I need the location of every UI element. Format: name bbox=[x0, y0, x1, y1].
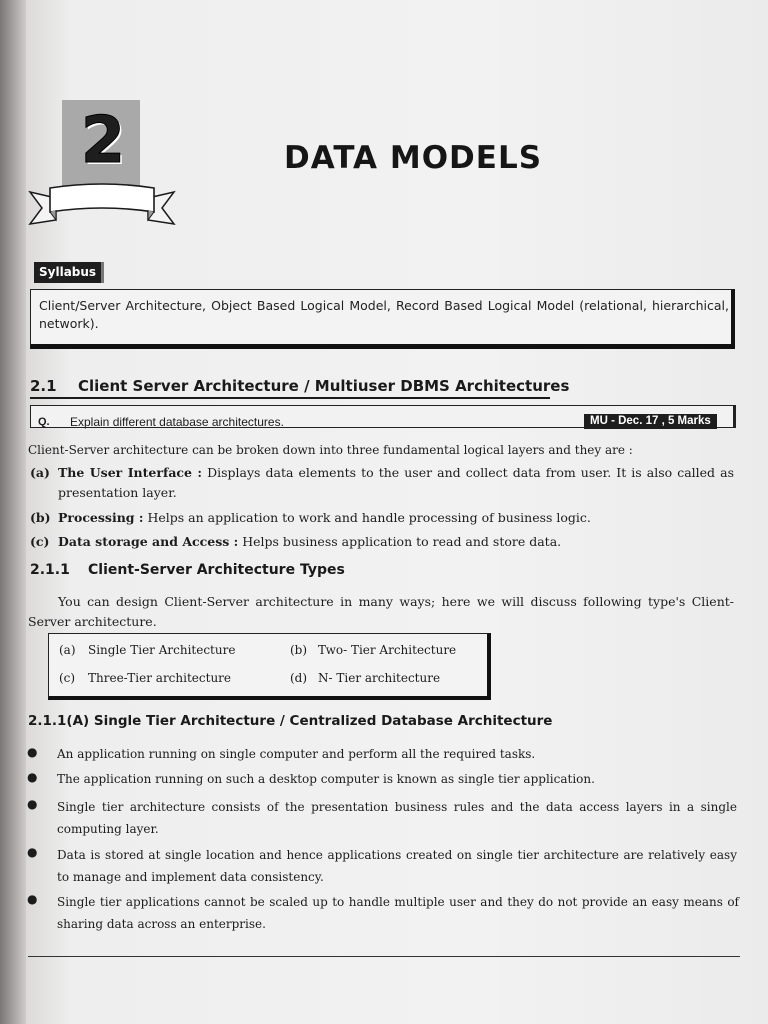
layer-a-term: The User Interface : bbox=[58, 465, 203, 480]
bullet-icon: ● bbox=[27, 745, 38, 759]
bullet-icon: ● bbox=[27, 892, 38, 906]
type-d-marker: (d) bbox=[290, 671, 308, 685]
syllabus-text: Client/Server Architecture, Object Based Logical Model, Record Based Logical Model (relational, hierarchical, network). bbox=[39, 298, 729, 331]
bullet-icon: ● bbox=[27, 845, 38, 859]
types-intro: You can design Client-Server architecture in many ways; here we will discuss following type's Client-Server architecture. bbox=[28, 594, 734, 629]
layer-b-desc: Helps an application to work and handle processing of business logic. bbox=[147, 510, 591, 525]
marks-badge: MU - Dec. 17 , 5 Marks bbox=[584, 414, 717, 429]
type-a-label: Single Tier Architecture bbox=[88, 643, 236, 657]
layer-c-text bbox=[58, 532, 561, 552]
section-2-1-1-number: 2.1.1 bbox=[30, 562, 70, 578]
chapter-title: DATA MODELS bbox=[284, 140, 543, 176]
layer-b-marker: (b) bbox=[30, 510, 51, 525]
bullet-3: Single tier architecture consists of the presentation business rules and the data access layers in a single computing layer. bbox=[57, 800, 737, 836]
layer-c-desc: Helps business application to read and store data. bbox=[242, 534, 562, 549]
layer-b-term: Processing : bbox=[58, 510, 144, 525]
ribbon-banner-icon bbox=[28, 180, 176, 226]
type-c-label: Three-Tier architecture bbox=[88, 671, 232, 685]
section-2-1-number: 2.1 bbox=[30, 377, 57, 395]
syllabus-tag: Syllabus bbox=[34, 262, 104, 283]
type-b-marker: (b) bbox=[290, 643, 308, 657]
section-2-1-1-title: Client-Server Architecture Types bbox=[88, 562, 345, 578]
question-label: Q. bbox=[38, 416, 50, 428]
layer-c-marker: (c) bbox=[30, 534, 50, 549]
chapter-number: 2 bbox=[80, 104, 126, 178]
layer-b-text bbox=[58, 508, 591, 528]
layer-a-text bbox=[58, 463, 734, 503]
footer-rule bbox=[28, 956, 740, 957]
bullet-1: An application running on single computer and perform all the required tasks. bbox=[57, 747, 536, 761]
type-a-marker: (a) bbox=[59, 643, 76, 657]
layer-c-term: Data storage and Access : bbox=[58, 534, 239, 549]
layer-a-marker: (a) bbox=[30, 465, 50, 480]
type-c-marker: (c) bbox=[59, 671, 76, 685]
section-2-1-underline bbox=[30, 397, 550, 399]
bullet-4: Data is stored at single location and hence applications created on single tier architecture are relatively easy to manage and implement data consistency. bbox=[57, 848, 737, 884]
bullet-icon: ● bbox=[27, 797, 38, 811]
section-2-1-title: Client Server Architecture / Multiuser DBMS Architectures bbox=[78, 377, 570, 395]
section-2-1-1a-title: 2.1.1(A) Single Tier Architecture / Centralized Database Architecture bbox=[28, 713, 553, 729]
bullet-2: The application running on such a desktop computer is known as single tier application. bbox=[57, 772, 595, 786]
question-text: Explain different database architectures. bbox=[70, 415, 284, 429]
bullet-icon: ● bbox=[27, 770, 38, 784]
bullet-5: Single tier applications cannot be scaled up to handle multiple user and they do not provide an easy means of sharing data across an enterprise. bbox=[57, 895, 739, 931]
book-spine-shadow bbox=[0, 0, 26, 1024]
type-d-label: N- Tier architecture bbox=[318, 671, 441, 685]
layer-a-desc: Displays data elements to the user and collect data from user. It is also called as presentation layer. bbox=[58, 465, 734, 500]
intro-text: Client-Server architecture can be broken down into three fundamental logical layers and they are : bbox=[28, 443, 633, 457]
type-b-label: Two- Tier Architecture bbox=[318, 643, 457, 657]
